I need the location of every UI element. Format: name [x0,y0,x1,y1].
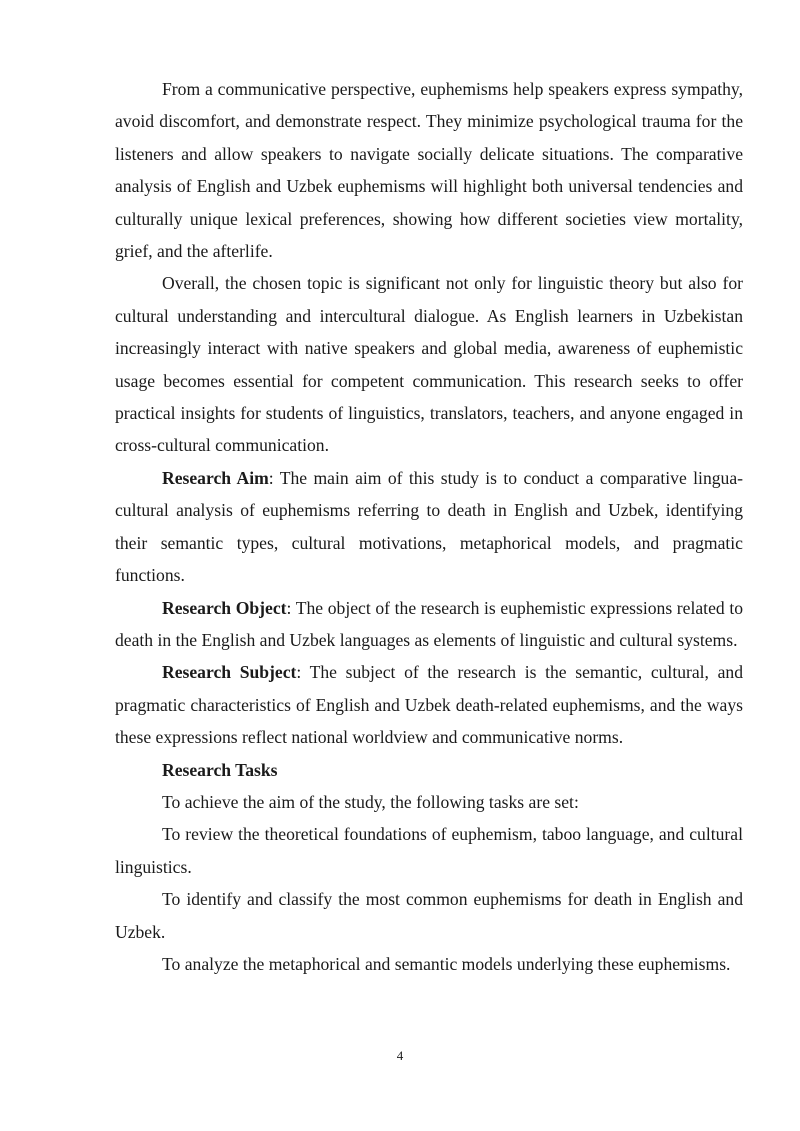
research-object-label: Research Object [162,597,287,618]
research-task-item: To review the theoretical foundations of euphemism, taboo language, and cultural linguistics. [115,824,743,877]
research-subject-label: Research Subject [162,662,297,683]
paragraph-communicative-perspective [115,73,743,267]
paragraph-research-subject [115,656,743,753]
paragraph-text: From a communicative perspective, euphemisms help speakers express sympathy, avoid discomfort, and demonstrate respect. They minimize psychological trauma for the listeners and allow speakers to navigate socially delicate situations. The comparative analysis of English and Uzbek euphemisms will highlight both universal tendencies and culturally unique lexical preferences, showing how different societies view mortality, grief, and the afterlife. [115,79,743,262]
research-subject-text: : The subject of the research is the semantic, cultural, and pragmatic characteristics of English and Uzbek death-related euphemisms, and the ways these expressions reflect national worldview and communicative norms. [115,662,744,748]
research-tasks-intro: To achieve the aim of the study, the following tasks are set: [162,791,579,812]
paragraph-research-object [115,592,743,657]
research-tasks-heading: Research Tasks [162,759,278,780]
page-number: 4 [396,1048,404,1063]
research-aim-text: : The main aim of this study is to conduct a comparative lingua-cultural analysis of euphemisms referring to death in English and Uzbek, identifying their semantic types, cultural motivations, metaphorical models, and pragmatic functions. [115,467,744,586]
paragraph-text: Overall, the chosen topic is significant not only for linguistic theory but also for cultural understanding and intercultural dialogue. As English learners in Uzbekistan increasingly interact with native speakers and global media, awareness of euphemistic usage becomes essential for competent communication. This research seeks to offer practical insights for students of linguistics, translators, teachers, and anyone engaged in cross-cultural communication. [115,273,743,456]
paragraph-topic-significance [115,267,743,461]
document-page [115,73,743,980]
research-task-item: To analyze the metaphorical and semantic models underlying these euphemisms. [162,953,731,974]
research-aim-label: Research Aim [162,467,269,488]
research-task-item: To identify and classify the most common euphemisms for death in English and Uzbek. [115,889,743,942]
research-object-text: : The object of the research is euphemistic expressions related to death in the English and Uzbek languages as elements of linguistic and cultural systems. [115,597,743,650]
paragraph-research-aim [115,462,743,592]
